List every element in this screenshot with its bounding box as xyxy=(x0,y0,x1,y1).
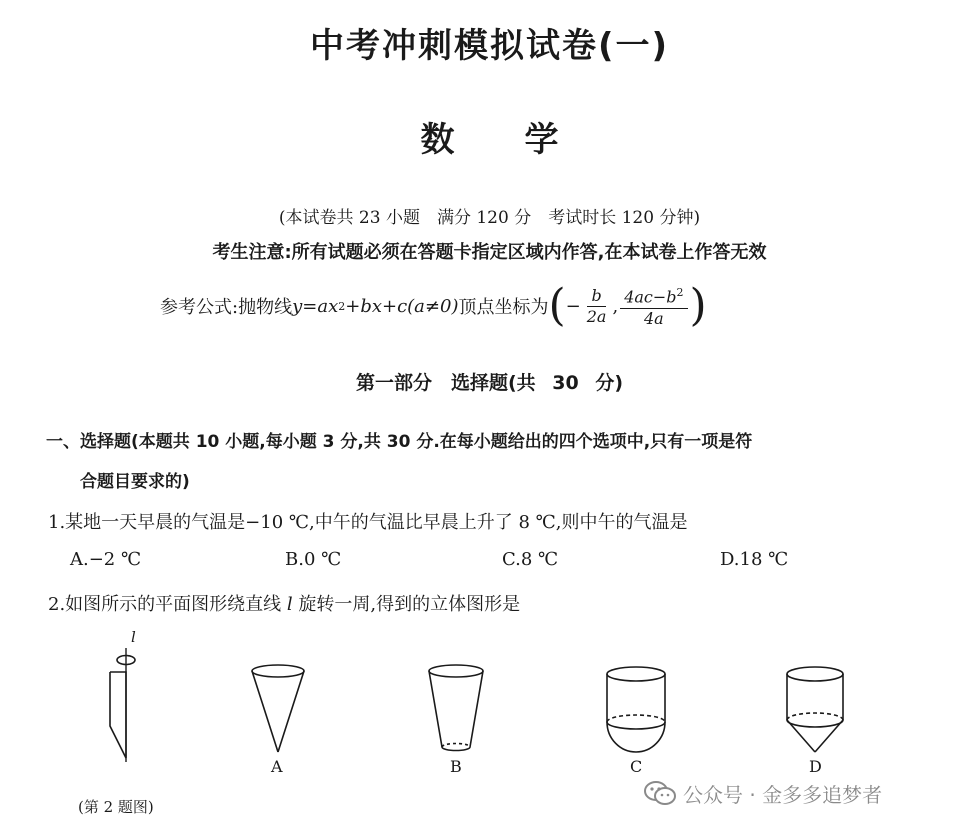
solid-a-cone xyxy=(252,665,304,752)
frac2-num-sup: 2 xyxy=(676,286,684,300)
formula-comma: , xyxy=(612,295,619,317)
solid-d-cylinder-cone xyxy=(787,667,843,752)
reference-formula xyxy=(160,280,707,332)
formula-rest: +bx+c(a≠0) xyxy=(345,295,459,317)
formula-eq: = xyxy=(302,295,318,317)
axis-label-l: l xyxy=(131,628,136,646)
section-instructions-line2: 合题目要求的) xyxy=(80,472,190,492)
figure-label-c: C xyxy=(630,757,643,776)
wechat-icon xyxy=(643,780,677,806)
question-2-line-l: l xyxy=(286,594,293,615)
formula-y: y xyxy=(292,295,303,317)
frac1-sign: − xyxy=(565,295,581,317)
frac1-numerator: b xyxy=(587,286,605,307)
frac2-num-text: 4ac−b xyxy=(624,287,677,307)
question-1-option-c: C.8 ℃ xyxy=(502,549,559,570)
watermark xyxy=(643,777,882,809)
figure-label-a: A xyxy=(271,757,283,776)
watermark-text: 公众号 · 金多多追梦者 xyxy=(683,782,883,807)
question-1-option-b: B.0 ℃ xyxy=(285,549,342,570)
question-1-option-a: A.−2 ℃ xyxy=(70,549,142,570)
exam-info: (本试卷共 23 小题 满分 120 分 考试时长 120 分钟) xyxy=(278,208,701,228)
fraction-b-2a xyxy=(583,286,611,327)
frac2-numerator xyxy=(620,283,687,308)
formula-prefix: 参考公式:抛物线 xyxy=(160,297,293,318)
left-paren: ( xyxy=(548,280,566,331)
frac1-denominator: 2a xyxy=(586,306,607,326)
part-heading: 第一部分 选择题(共 30 分) xyxy=(355,372,624,394)
figure-label-b: B xyxy=(450,757,462,776)
figure-label-d: D xyxy=(809,757,822,776)
formula-ax: ax xyxy=(317,295,339,317)
question-2-figures xyxy=(0,620,979,780)
fraction-4ac-b2-4a xyxy=(620,283,687,328)
question-1-option-d: D.18 ℃ xyxy=(720,549,789,570)
question-1-text: 1.某地一天早晨的气温是−10 ℃,中午的气温比早晨上升了 8 ℃,则中午的气温是 xyxy=(48,512,688,533)
exam-title: 中考冲刺模拟试卷(一) xyxy=(309,26,670,66)
subject-title: 数学 xyxy=(420,120,629,160)
frac2-denominator: 4a xyxy=(643,308,664,328)
section-instructions-line1: 一、选择题(本题共 10 小题,每小题 3 分,共 30 分.在每小题给出的四个选项中,只有一项是符 xyxy=(46,432,753,452)
question-2-text-b: 旋转一周,得到的立体图形是 xyxy=(292,594,521,615)
question-2-text xyxy=(48,590,520,616)
formula-sup: 2 xyxy=(338,299,346,313)
formula-suffix: 顶点坐标为 xyxy=(458,297,549,318)
plane-figure xyxy=(110,648,135,762)
solid-b-frustum xyxy=(429,665,483,751)
solid-c-cylinder-hemisphere xyxy=(607,667,665,752)
right-paren: ) xyxy=(689,280,707,331)
figure-caption: (第 2 题图) xyxy=(78,798,154,816)
question-2-text-a: 2.如图所示的平面图形绕直线 xyxy=(48,594,287,615)
exam-notice: 考生注意:所有试题必须在答题卡指定区域内作答,在本试卷上作答无效 xyxy=(212,242,767,263)
